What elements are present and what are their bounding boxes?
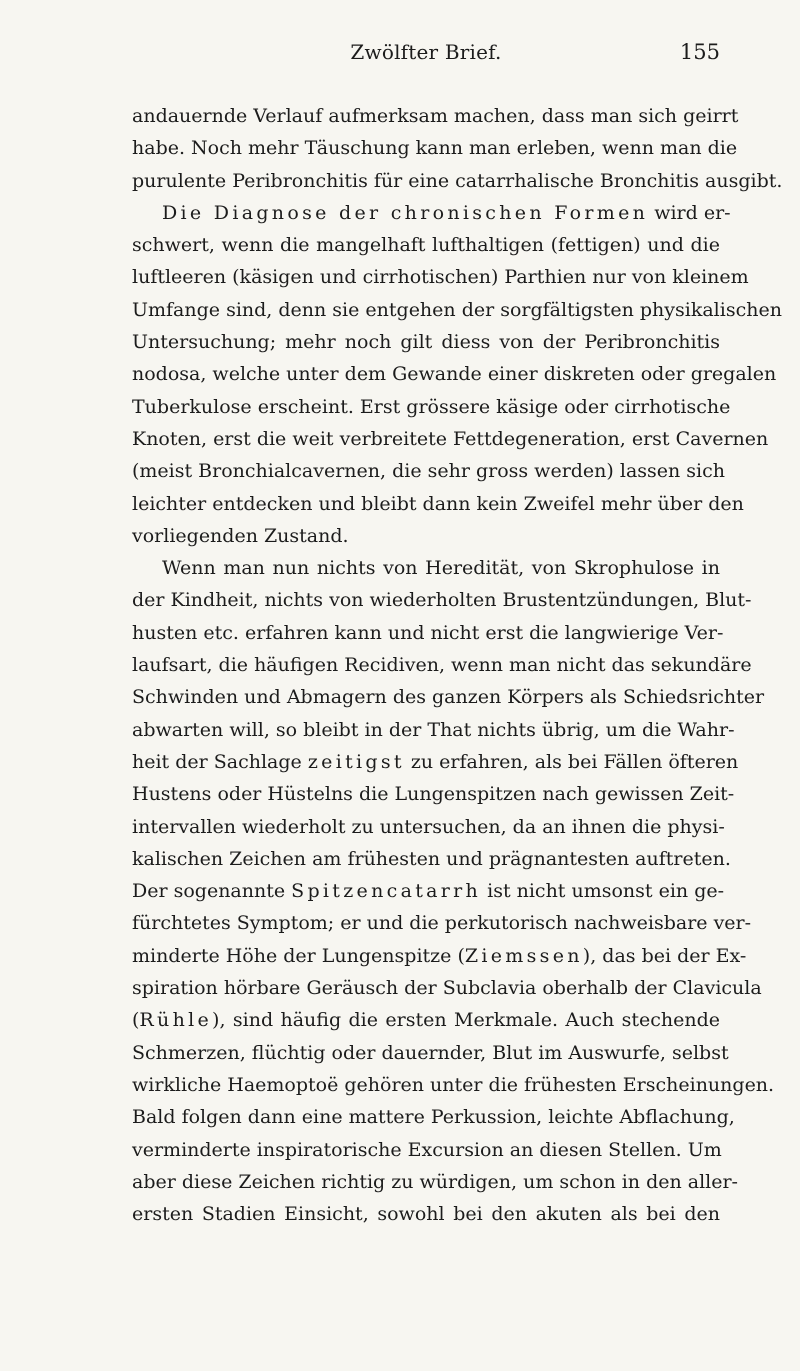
text-segment: Bald folgen dann eine mattere Perkussion, leichte Abflachung, [132, 1106, 735, 1129]
text-line [132, 1004, 720, 1036]
text-segment: Schwinden und Abmagern des ganzen Körpers als Schiedsrichter [132, 686, 765, 709]
text-line [132, 1198, 720, 1230]
text-segment: husten etc. erfahren kann und nicht erst die langwierige Ver- [132, 621, 724, 644]
text-segment: Untersuchung; mehr noch gilt diess von der Peribronchitis [132, 331, 720, 354]
text-line [132, 165, 783, 197]
text-line [132, 294, 782, 326]
text-line [132, 875, 725, 907]
emphasized-text: zeitigst [307, 750, 405, 773]
text-segment: Umfange sind, denn sie entgehen der sorgfältigsten physikalischen [132, 298, 782, 321]
text-line [132, 391, 731, 423]
text-line [132, 714, 735, 746]
text-line [132, 940, 747, 972]
text-line [132, 552, 720, 584]
text-line [132, 229, 720, 261]
text-segment: ist nicht umsonst ein ge- [481, 880, 725, 903]
text-segment: Knoten, erst die weit verbreitete Fettdegeneration, erst Cavernen [132, 427, 769, 450]
text-line [132, 1134, 720, 1166]
text-segment: Der sogenannte [132, 880, 292, 903]
text-line [132, 261, 749, 293]
text-segment: vorliegenden Zustand. [132, 524, 349, 547]
text-segment: purulente Peribronchitis für eine catarrhalische Bronchitis ausgibt. [132, 169, 783, 192]
text-segment: leichter entdecken und bleibt dann kein Zweifel mehr über den [132, 492, 744, 515]
text-line [132, 1037, 729, 1069]
text-segment: Wenn man nun nichts von Heredität, von Skrophulose in [162, 557, 720, 580]
text-line [132, 488, 744, 520]
text-segment: wirkliche Haemoptoë gehören unter die frühesten Erscheinungen. [132, 1073, 775, 1096]
text-line [132, 358, 777, 390]
text-line [132, 197, 731, 229]
text-line [132, 811, 725, 843]
text-line [132, 1166, 738, 1198]
text-segment: verminderte inspiratorische Excursion an diesen Stellen. Um [132, 1138, 722, 1161]
text-segment: fürchtetes Symptom; er und die perkutorisch nachweisbare ver- [132, 912, 752, 935]
text-line [132, 746, 739, 778]
text-line [132, 584, 752, 616]
text-line [132, 326, 720, 358]
emphasized-text: Spitzencatarrh [291, 880, 482, 903]
text-segment: Tuberkulose erscheint. Erst grössere käsige oder cirrhotische [132, 395, 731, 418]
text-segment: nodosa, welche unter dem Gewande einer diskreten oder gregalen [132, 363, 777, 386]
text-segment: kalischen Zeichen am frühesten und prägnantesten auftreten. [132, 847, 731, 870]
text-segment: intervallen wiederholt zu untersuchen, da an ihnen die physi- [132, 815, 725, 838]
text-line [132, 843, 731, 875]
text-segment: habe. Noch mehr Täuschung kann man erleben, wenn man die [132, 137, 738, 160]
text-segment: andauernde Verlauf aufmerksam machen, dass man sich geirrt [132, 105, 739, 127]
text-line [132, 778, 735, 810]
text-segment: wird er- [648, 201, 731, 224]
text-segment: abwarten will, so bleibt in der That nichts übrig, um die Wahr- [132, 718, 735, 741]
emphasized-text: Ziemssen [464, 944, 583, 967]
text-line [132, 455, 725, 487]
text-line [132, 1069, 775, 1101]
text-segment: (meist Bronchialcavernen, die sehr gross werden) lassen sich [132, 460, 725, 483]
chapter-title: Zwölfter Brief. [350, 40, 502, 64]
text-line [132, 100, 739, 132]
text-segment: der Kindheit, nichts von wiederholten Brustentzündungen, Blut- [132, 589, 752, 612]
text-line [132, 132, 738, 164]
text-segment: heit der Sachlage [132, 750, 308, 773]
text-line [132, 1101, 735, 1133]
running-head [132, 40, 720, 70]
text-line [132, 520, 720, 552]
text-segment: minderte Höhe der Lungenspitze ( [132, 944, 465, 967]
text-segment: Hustens oder Hüstelns die Lungenspitzen nach gewissen Zeit- [132, 783, 735, 806]
text-segment: schwert, wenn die mangelhaft lufthaltigen (fettigen) und die [132, 234, 720, 257]
text-segment: zu erfahren, als bei Fällen öfteren [404, 750, 739, 773]
text-line [132, 681, 765, 713]
text-line [132, 972, 762, 1004]
text-segment: ), sind häufig die ersten Merkmale. Auch stechende [212, 1009, 720, 1032]
text-segment: Schmerzen, flüchtig oder dauernder, Blut im Auswurfe, selbst [132, 1041, 729, 1064]
text-segment: luftleeren (käsigen und cirrhotischen) Parthien nur von kleinem [132, 266, 749, 289]
text-line [132, 617, 724, 649]
text-line [132, 423, 769, 455]
emphasized-text: Die Diagnose der chronischen Formen [162, 201, 649, 224]
text-segment: laufsart, die häufigen Recidiven, wenn man nicht das sekundäre [132, 654, 752, 677]
text-segment: ), das bei der Ex- [582, 944, 747, 967]
emphasized-text: Rühle [139, 1009, 213, 1032]
page-number: 155 [679, 40, 720, 64]
body-text [132, 100, 783, 1230]
text-segment: ersten Stadien Einsicht, sowohl bei den akuten als bei den [132, 1203, 720, 1226]
text-line [132, 649, 752, 681]
text-line [132, 907, 752, 939]
text-segment: spiration hörbare Geräusch der Subclavia oberhalb der Clavicula [132, 977, 762, 1000]
text-segment: ( [132, 1009, 140, 1032]
text-segment: aber diese Zeichen richtig zu würdigen, um schon in den aller- [132, 1170, 738, 1193]
